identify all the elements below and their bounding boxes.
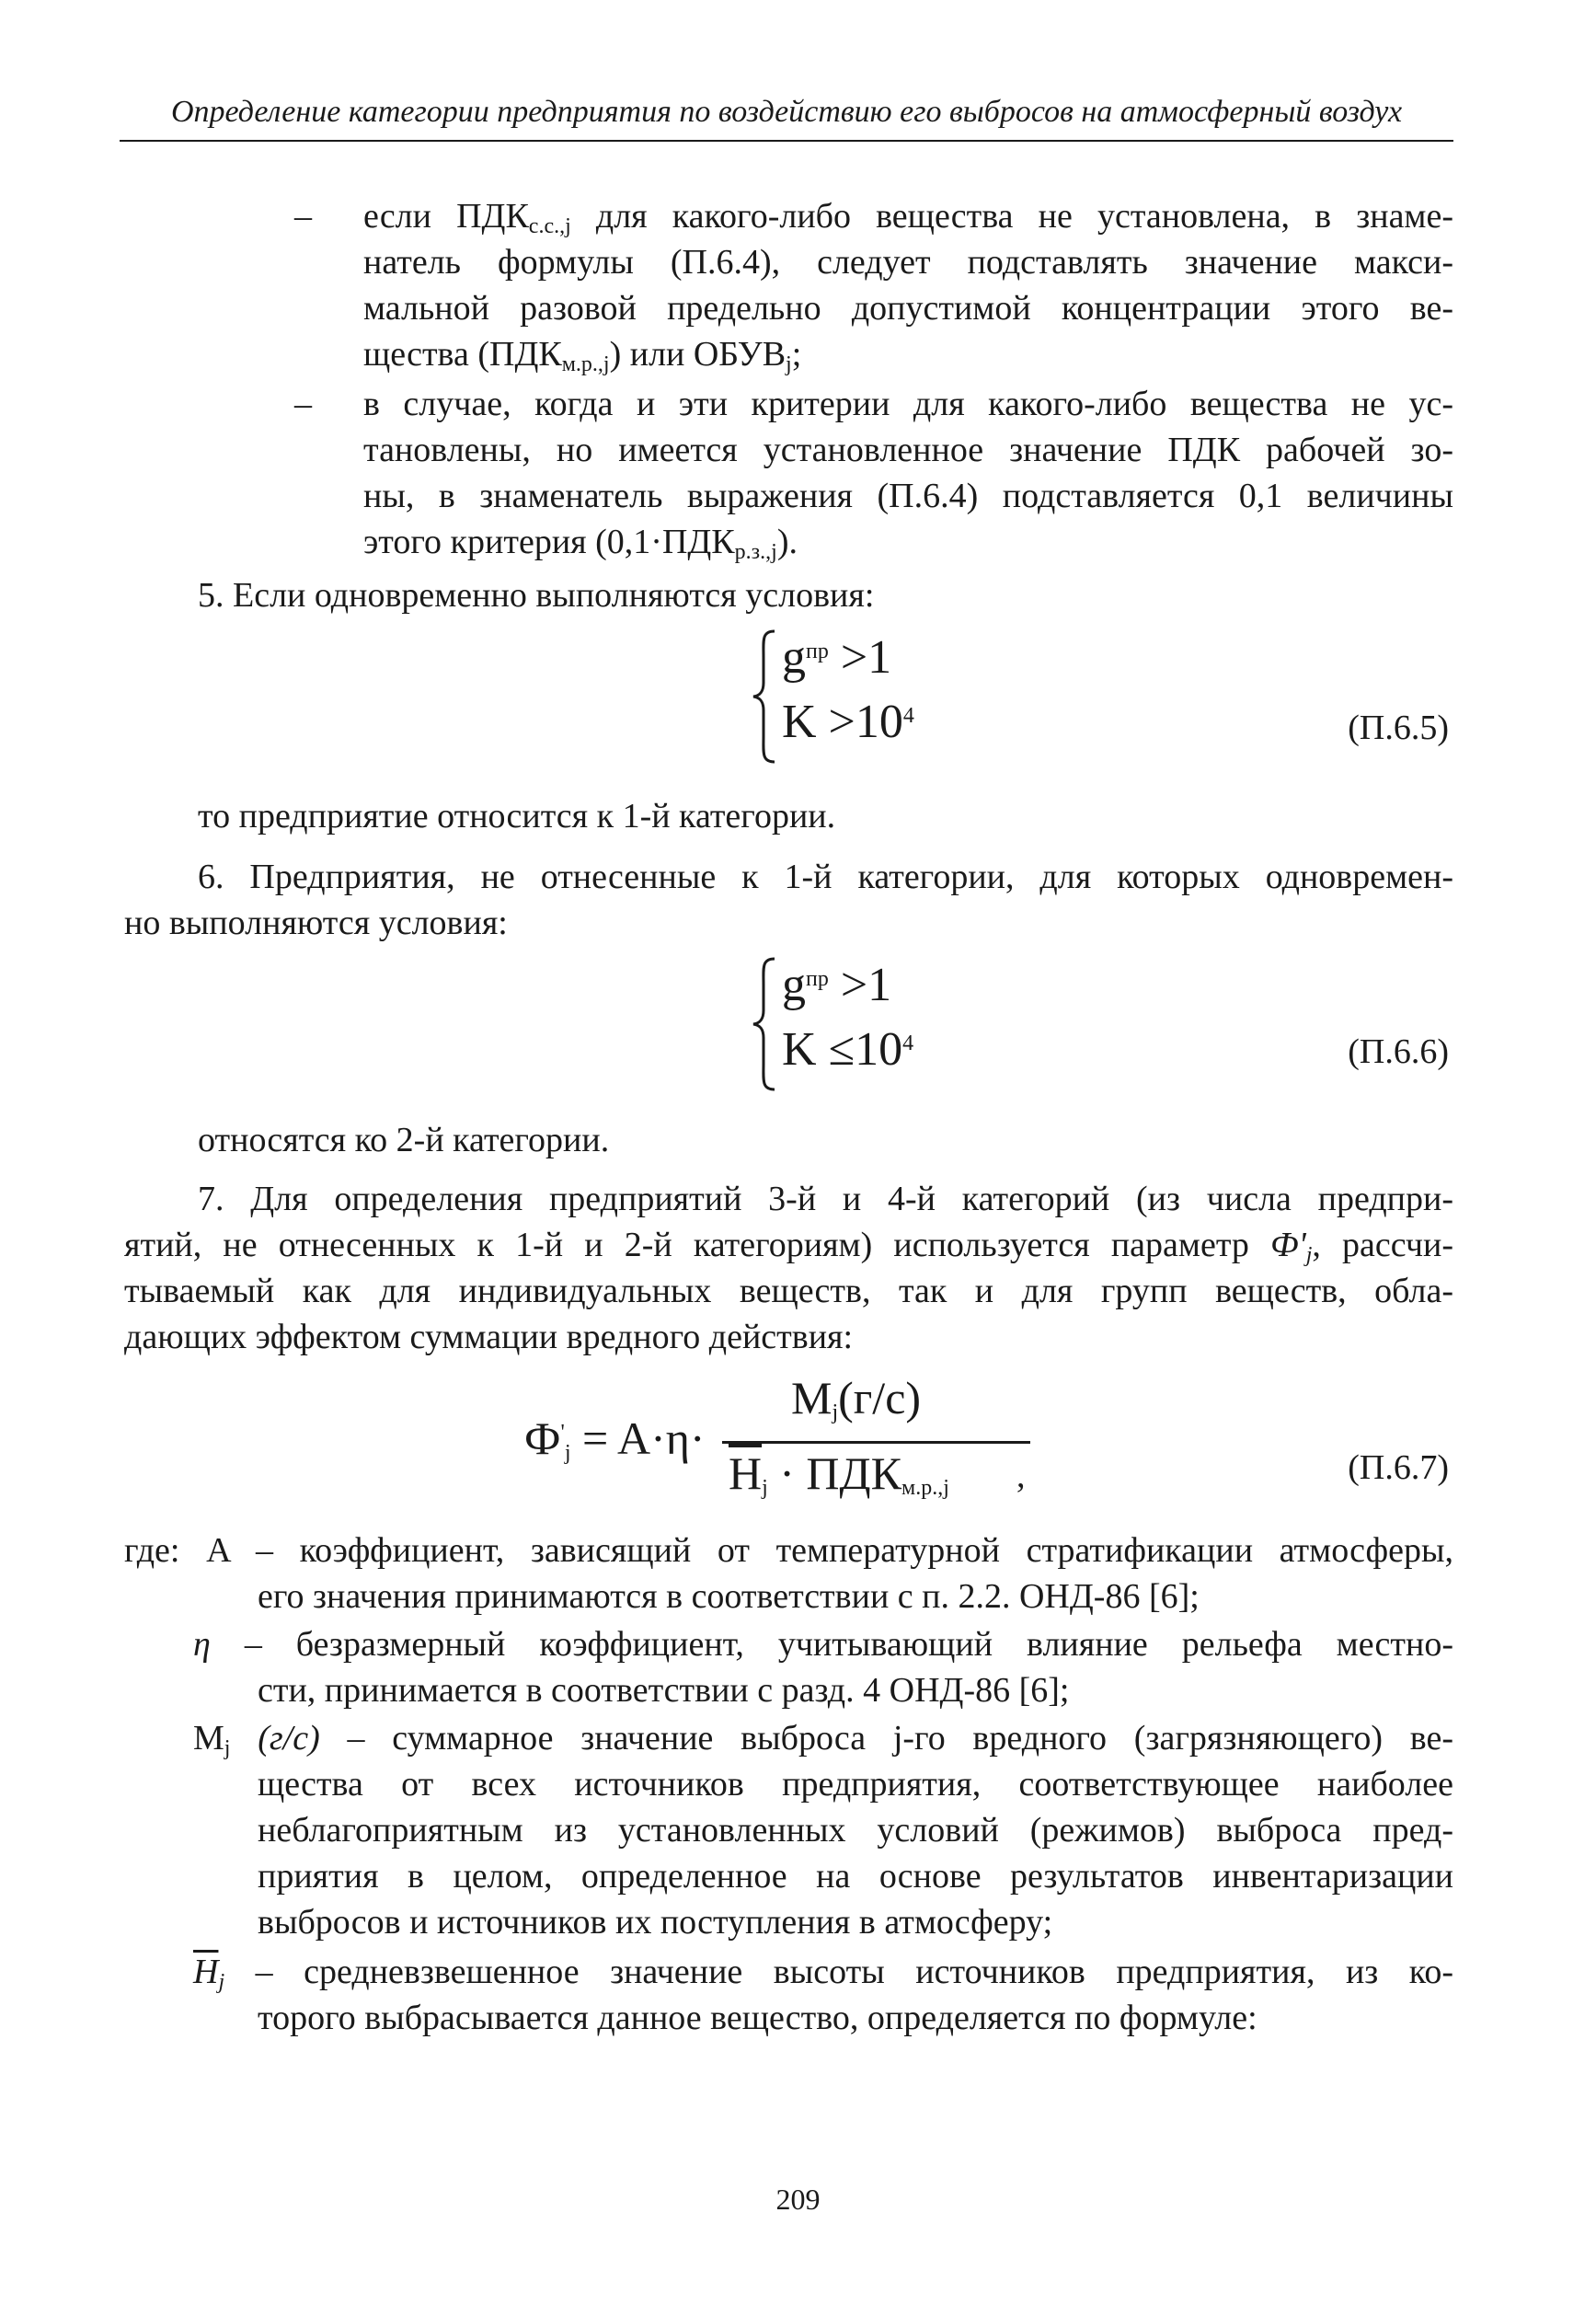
where-eta: [193, 1621, 1453, 1667]
page-number: 209: [775, 2183, 821, 2216]
text-line: неблагоприятным из установленных условий (режимов) выброса пред-: [258, 1811, 1453, 1850]
equation-number: (П.6.6): [1348, 1032, 1449, 1071]
text-line: но выполняются условия:: [124, 904, 508, 942]
text-line: выбросов и источников их поступления в атмосферу;: [258, 1903, 1053, 1942]
text-line: этого критерия $(0,1\cdot ПДК_{р.з.,j})$.: [363, 523, 798, 564]
text-line: где: A – коэффициент, зависящий от температурной стратификации атмосферы,: [124, 1531, 1453, 1570]
where-h-cont: [258, 1995, 1453, 2041]
where-h: [193, 1949, 1453, 1995]
where-m-cont: [258, 1761, 1453, 1945]
formula-lhs: $Ф'_j = A\cdot\eta\cdot$: [524, 1412, 706, 1465]
dash-item-1: [294, 193, 1453, 377]
condition-line: $K \le 10^4$: [782, 1023, 914, 1076]
dash-item-2: [294, 381, 1453, 565]
text-line: дающих эффектом суммации вредного действия:: [124, 1318, 854, 1356]
condition-line: $g^{пр} >1$: [782, 959, 892, 1011]
condition-line: $K >10^4$: [782, 696, 914, 748]
where-intro: [124, 1527, 1453, 1573]
item-6-conclusion: относятся ко 2-й категории.: [198, 1121, 610, 1159]
text-line: $\overline{H}_j$ – средневзвешенное значение высоты источников предприятия, из ко-: [193, 1953, 1453, 1994]
text-line: мальной разовой предельно допустимой концентрации этого ве-: [363, 289, 1453, 328]
text-line: если $ПДК_{с.с.,j}$ для какого-либо вещества не установлена, в знаме-: [363, 197, 1453, 238]
formula-comma: ,: [1016, 1457, 1026, 1495]
text-line: сти, принимается в соответствии с разд. 4 ОНД-86 [6];: [258, 1671, 1070, 1710]
text-line: 6. Предприятия, не отнесенные к 1-й категории, для которых одновремен-: [198, 858, 1453, 896]
brace-icon: [751, 957, 778, 1091]
where-a-cont: [258, 1573, 1453, 1619]
equation-number: (П.6.5): [1348, 709, 1449, 747]
text-line: в случае, когда и эти критерии для какого-либо вещества не ус-: [363, 385, 1453, 423]
where-eta-cont: [258, 1667, 1453, 1713]
item-5-conclusion: то предприятие относится к 1-й категории.: [198, 797, 836, 836]
text-line: торого выбрасывается данное вещество, определяется по формуле:: [258, 1999, 1257, 2037]
item-5-text: 5. Если одновременно выполняются условия:: [198, 576, 875, 615]
formula-6-7: [524, 1371, 1039, 1527]
header-rule: [120, 140, 1453, 142]
fraction-bar: [722, 1441, 1030, 1444]
text-line: тываемый как для индивидуальных веществ, так и для групп веществ, обла-: [124, 1272, 1453, 1310]
condition-system-6-5: [782, 626, 914, 755]
item-7-text: [124, 1176, 1453, 1360]
text-line: тановлены, но имеется установленное значение ПДК рабочей зо-: [363, 431, 1453, 469]
formula-numerator: $M_j(г/с)$: [791, 1372, 922, 1424]
dash-marker: –: [294, 385, 312, 423]
text-line: $M_j$ (г/с) – суммарное значение выброса j-го вредного (загрязняющего) ве-: [193, 1719, 1453, 1760]
running-header: Определение категории предприятия по воздействию его выбросов на атмосферный воздух: [170, 95, 1403, 129]
text-line: приятия в целом, определенное на основе результатов инвентаризации: [258, 1857, 1453, 1896]
text-line: щества от всех источников предприятия, соответствующее наиболее: [258, 1765, 1453, 1804]
where-m: [193, 1715, 1453, 1761]
item-6-text: [124, 854, 1453, 946]
condition-line: $g^{пр} >1$: [782, 631, 892, 684]
text-line: его значения принимаются в соответствии с п. 2.2. ОНД-86 [6];: [258, 1577, 1200, 1616]
text-line: ны, в знаменатель выражения (П.6.4) подставляется 0,1 величины: [363, 477, 1453, 515]
brace-icon: [751, 629, 778, 764]
text-line: ятий, не отнесенных к 1-й и 2-й категориям) используется параметр $Ф'_j$, рассчи-: [124, 1226, 1453, 1267]
text-line: η – безразмерный коэффициент, учитывающий влияние рельефа местно-: [193, 1625, 1453, 1664]
text-line: натель формулы (П.6.4), следует подставлять значение макси-: [363, 243, 1453, 282]
formula-denominator: $\overline{H}_j \cdot ПДК_{м.р.,j}$: [729, 1447, 949, 1500]
dash-marker: –: [294, 197, 312, 236]
text-line: 7. Для определения предприятий 3-й и 4-й категорий (из числа предпри-: [198, 1180, 1453, 1218]
condition-system-6-6: [782, 953, 913, 1082]
text-line: щества $(ПДК_{м.р.,j})$ или $ОБУВ_j$;: [363, 335, 802, 376]
equation-number: (П.6.7): [1348, 1448, 1449, 1487]
